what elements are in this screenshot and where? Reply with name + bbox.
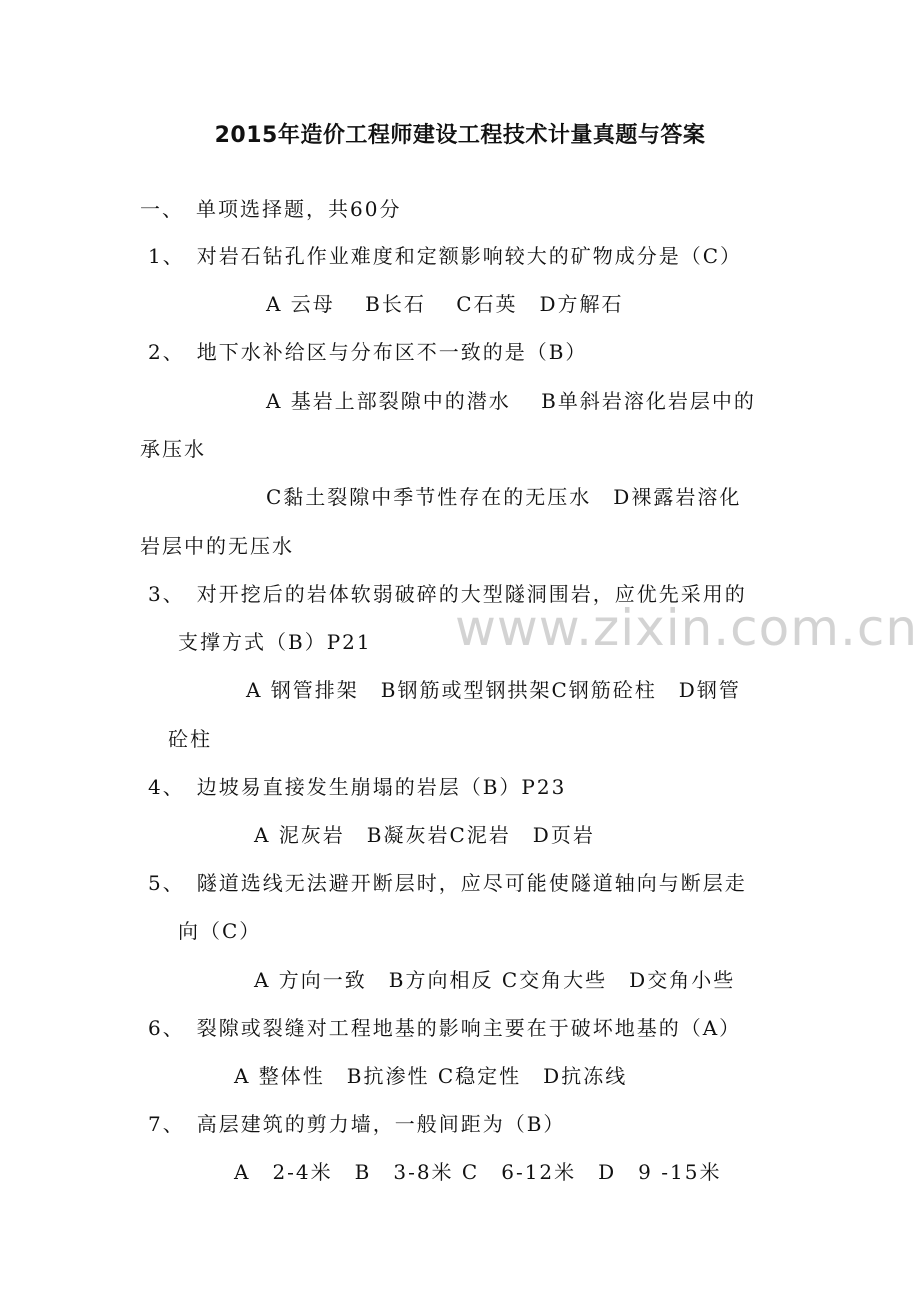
question-1-stem: 1、 对岩石钻孔作业难度和定额影响较大的矿物成分是（C） <box>148 244 743 268</box>
question-2-options-line-4: 岩层中的无压水 <box>140 534 294 558</box>
question-5-stem-line-1: 5、 隧道选线无法避开断层时，应尽可能使隧道轴向与断层走 <box>148 871 747 895</box>
document-title: 2015年造价工程师建设工程技术计量真题与答案 <box>214 123 706 148</box>
question-1-options: A 云母 B长石 C石英 D方解石 <box>266 292 624 316</box>
question-6-options: A 整体性 B抗渗性 C稳定性 D抗冻线 <box>234 1064 628 1088</box>
question-2-options-line-2: 承压水 <box>140 437 206 461</box>
question-4-stem: 4、 边坡易直接发生崩塌的岩层（B）P23 <box>148 775 567 799</box>
question-5-stem-line-2: 向（C） <box>178 919 262 943</box>
watermark: www.zixin.com.cn <box>455 599 919 657</box>
question-2-options-line-3: C黏土裂隙中季节性存在的无压水 D裸露岩溶化 <box>266 485 742 509</box>
question-3-stem-line-1: 3、 对开挖后的岩体软弱破碎的大型隧洞围岩，应优先采用的 <box>148 582 747 606</box>
question-6-stem: 6、 裂隙或裂缝对工程地基的影响主要在于破坏地基的（A） <box>148 1016 742 1040</box>
section-heading: 一、 单项选择题，共60分 <box>140 197 402 221</box>
question-3-stem-line-2: 支撑方式（B）P21 <box>178 630 372 654</box>
question-7-options: A 2-4米 B 3-8米 C 6-12米 D 9 -15米 <box>234 1160 722 1184</box>
question-7-stem: 7、 高层建筑的剪力墙，一般间距为（B） <box>148 1112 566 1136</box>
question-2-options-line-1: A 基岩上部裂隙中的潜水 B单斜岩溶化岩层中的 <box>266 389 756 413</box>
question-4-options: A 泥灰岩 B凝灰岩C泥岩 D页岩 <box>254 823 595 847</box>
question-3-options-line-2: 砼柱 <box>168 727 212 751</box>
question-5-options: A 方向一致 B方向相反 C交角大些 D交角小些 <box>254 968 736 992</box>
question-3-options-line-1: A 钢管排架 B钢筋或型钢拱架C钢筋砼柱 D钢管 <box>246 678 741 702</box>
question-2-stem: 2、 地下水补给区与分布区不一致的是（B） <box>148 340 588 364</box>
